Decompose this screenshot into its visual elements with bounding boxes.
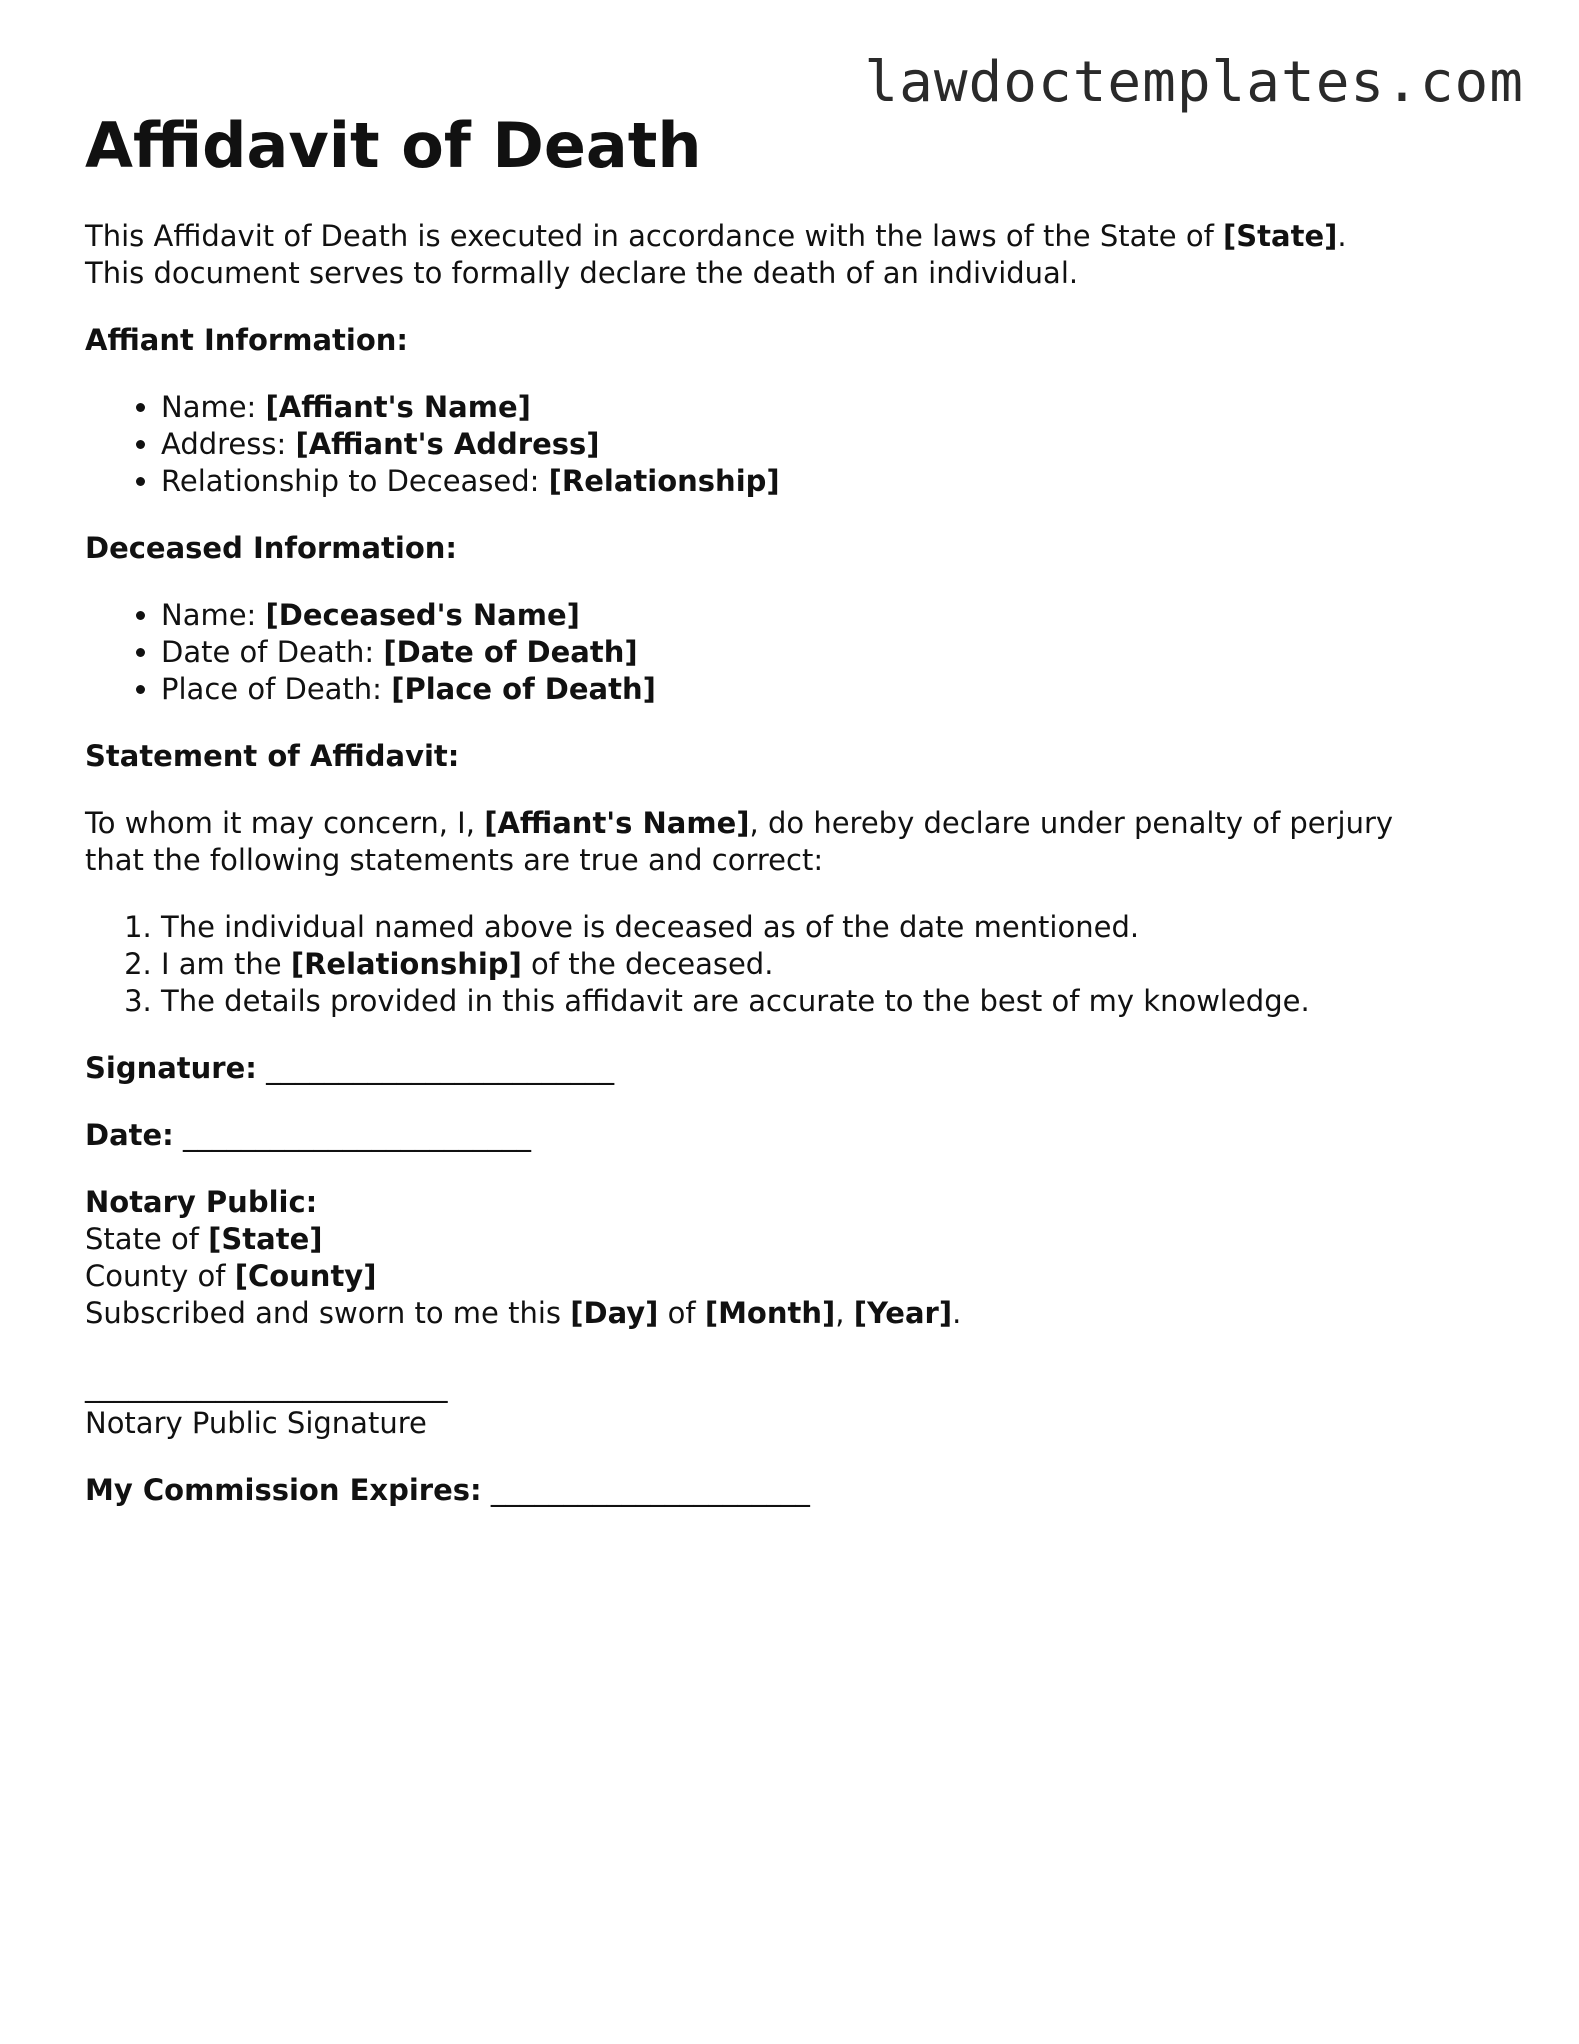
list-item bbox=[161, 597, 1505, 634]
notary-county-line bbox=[85, 1258, 1505, 1295]
notary-sworn-line bbox=[85, 1295, 1505, 1332]
notary-heading bbox=[85, 1184, 1505, 1221]
relationship-placeholder: [Relationship] bbox=[548, 464, 780, 498]
list-item bbox=[161, 671, 1505, 708]
watermark-logo: lawdoctemplates.com bbox=[864, 50, 1524, 115]
signature-label: Signature: bbox=[85, 1051, 257, 1085]
notary-signature-label: Notary Public Signature bbox=[85, 1406, 427, 1440]
item-label: Name: bbox=[161, 390, 266, 424]
notary-block bbox=[85, 1184, 1505, 1332]
notary-text: . bbox=[952, 1296, 962, 1330]
statement-text: , do hereby declare under penalty of perjury bbox=[749, 806, 1394, 840]
intro-period: . bbox=[1337, 219, 1347, 253]
notary-county-placeholder: [County] bbox=[234, 1259, 377, 1293]
deceased-heading: Deceased Information: bbox=[85, 531, 457, 565]
list-item: 1. The individual named above is deceased as of the date mentioned. bbox=[161, 909, 1505, 946]
notary-text: State of bbox=[85, 1222, 209, 1256]
affiant-address-placeholder: [Affiant's Address] bbox=[295, 427, 600, 461]
date-field[interactable] bbox=[85, 1117, 1505, 1154]
place-of-death-placeholder: [Place of Death] bbox=[391, 672, 656, 706]
statement-text: To whom it may concern, I, bbox=[85, 806, 485, 840]
notary-signature-line[interactable]: _________________________ bbox=[85, 1369, 448, 1403]
notary-year-placeholder: [Year] bbox=[853, 1296, 953, 1330]
item-label: Name: bbox=[161, 598, 266, 632]
affiant-heading: Affiant Information: bbox=[85, 323, 408, 357]
statement-heading: Statement of Affidavit: bbox=[85, 739, 460, 773]
item-text: of the deceased. bbox=[521, 947, 774, 981]
date-of-death-placeholder: [Date of Death] bbox=[383, 635, 638, 669]
page-title: Affidavit of Death bbox=[85, 109, 702, 182]
intro-paragraph bbox=[85, 218, 1505, 292]
notary-state-placeholder: [State] bbox=[208, 1222, 323, 1256]
deceased-list bbox=[85, 597, 1505, 708]
date-blank-line[interactable]: ________________________ bbox=[173, 1118, 531, 1152]
notary-state-line bbox=[85, 1221, 1505, 1258]
signature-blank-line[interactable]: ________________________ bbox=[256, 1051, 615, 1085]
commission-field[interactable] bbox=[85, 1472, 1505, 1509]
affiant-list bbox=[85, 389, 1505, 500]
item-label: Address: bbox=[161, 427, 296, 461]
intro-text-line2: This document serves to formally declare the death of an individual. bbox=[85, 256, 1079, 290]
commission-blank-line[interactable]: ______________________ bbox=[481, 1473, 810, 1507]
date-label: Date: bbox=[85, 1118, 174, 1152]
list-item bbox=[161, 426, 1505, 463]
notary-text: , bbox=[835, 1296, 854, 1330]
statement-list bbox=[85, 909, 1505, 1020]
affiant-name-placeholder: [Affiant's Name] bbox=[265, 390, 531, 424]
notary-signature-block bbox=[85, 1368, 1505, 1442]
document-body bbox=[85, 108, 1505, 1509]
intro-state-placeholder: [State] bbox=[1223, 219, 1338, 253]
notary-day-placeholder: [Day] bbox=[570, 1296, 659, 1330]
notary-heading-text: Notary Public: bbox=[85, 1185, 318, 1219]
notary-text: Subscribed and sworn to me this bbox=[85, 1296, 571, 1330]
notary-text: of bbox=[658, 1296, 705, 1330]
statement-affiant-placeholder: [Affiant's Name] bbox=[484, 806, 750, 840]
deceased-name-placeholder: [Deceased's Name] bbox=[265, 598, 580, 632]
list-item bbox=[161, 389, 1505, 426]
statement-relationship-placeholder: [Relationship] bbox=[290, 947, 522, 981]
notary-month-placeholder: [Month] bbox=[704, 1296, 836, 1330]
list-item: 3. The details provided in this affidavit are accurate to the best of my knowledge. bbox=[161, 983, 1505, 1020]
item-label: Relationship to Deceased: bbox=[161, 464, 549, 498]
list-item bbox=[161, 946, 1505, 983]
intro-text: This Affidavit of Death is executed in accordance with the laws of the State of bbox=[85, 219, 1224, 253]
signature-field[interactable] bbox=[85, 1050, 1505, 1087]
item-label: Place of Death: bbox=[161, 672, 392, 706]
list-item bbox=[161, 463, 1505, 500]
item-label: Date of Death: bbox=[161, 635, 384, 669]
statement-paragraph bbox=[85, 805, 1505, 879]
commission-label: My Commission Expires: bbox=[85, 1473, 482, 1507]
statement-text-line2: that the following statements are true and correct: bbox=[85, 843, 824, 877]
notary-text: County of bbox=[85, 1259, 235, 1293]
list-item bbox=[161, 634, 1505, 671]
item-text: I am the bbox=[161, 947, 291, 981]
